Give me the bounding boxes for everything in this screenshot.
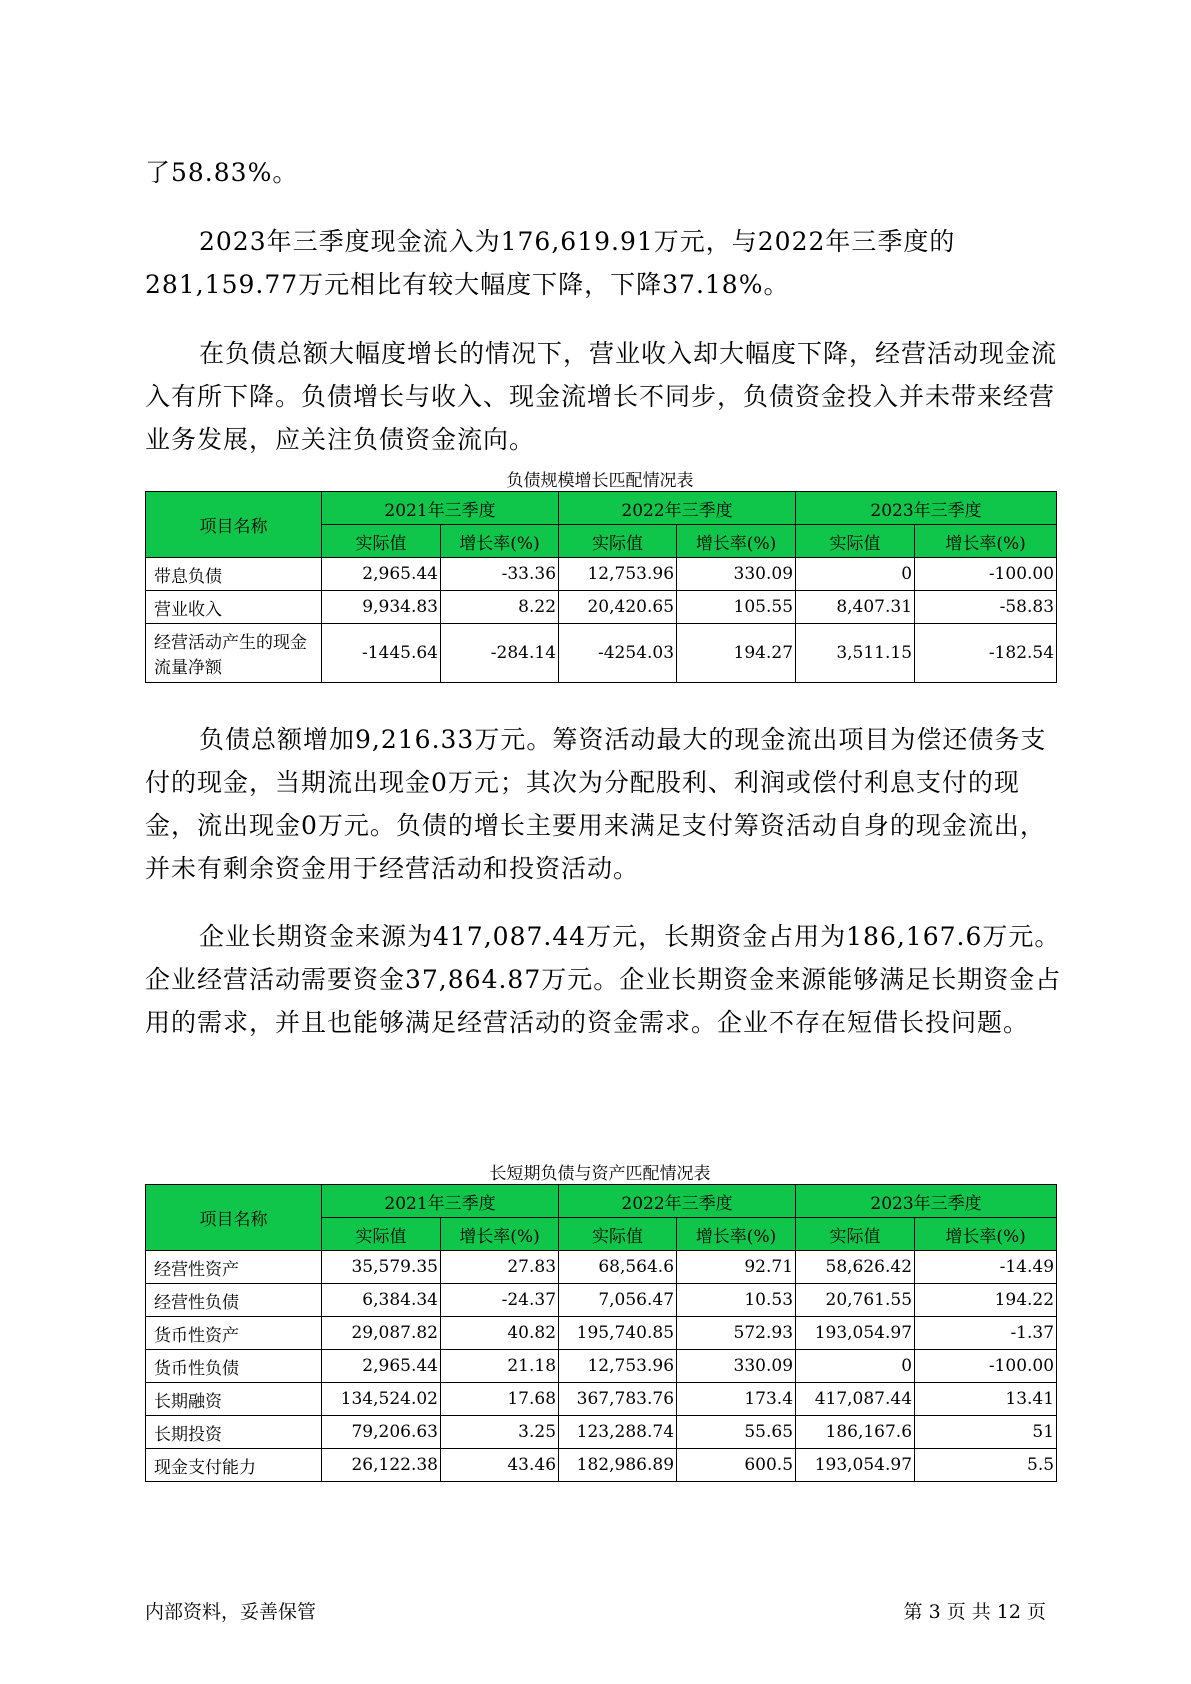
cell-growth-rate: 600.5 <box>677 1449 796 1482</box>
header-period-2022: 2022年三季度 <box>559 1185 796 1218</box>
footer-confidential: 内部资料，妥善保管 <box>145 1601 317 1623</box>
header-period-2023: 2023年三季度 <box>796 492 1057 525</box>
table1-body <box>146 558 1057 683</box>
table-row <box>146 591 1057 624</box>
cell-growth-rate: 330.09 <box>677 558 796 591</box>
cell-growth-rate: -1.37 <box>915 1317 1057 1350</box>
cell-actual-value: 3,511.15 <box>796 624 915 683</box>
cell-growth-rate: -182.54 <box>915 624 1057 683</box>
header-period-2021: 2021年三季度 <box>322 1185 559 1218</box>
header-growth: 增长率(%) <box>677 1218 796 1251</box>
cell-growth-rate: 27.83 <box>441 1251 559 1284</box>
header-growth: 增长率(%) <box>677 525 796 558</box>
cell-growth-rate: 55.65 <box>677 1416 796 1449</box>
header-growth: 增长率(%) <box>915 525 1057 558</box>
cell-actual-value: 29,087.82 <box>322 1317 441 1350</box>
paragraph-3: 在负债总额大幅度增长的情况下，营业收入却大幅度下降，经营活动现金流入有所下降。负债增长与收入、现金流增长不同步，负债资金投入并未带来经营业务发展，应关注负债资金流向。 <box>145 339 1058 454</box>
cell-growth-rate: 92.71 <box>677 1251 796 1284</box>
table-row <box>146 1350 1057 1383</box>
table-row <box>146 1284 1057 1317</box>
table-row <box>146 558 1057 591</box>
cell-actual-value: 193,054.97 <box>796 1449 915 1482</box>
header-actual: 实际值 <box>559 525 677 558</box>
cell-actual-value: 0 <box>796 1350 915 1383</box>
footer-page-number: 第 3 页 共 12 页 <box>903 1601 1046 1623</box>
cell-actual-value: 6,384.34 <box>322 1284 441 1317</box>
cell-growth-rate: 194.27 <box>677 624 796 683</box>
header-item-name: 项目名称 <box>146 492 322 558</box>
header-period-2022: 2022年三季度 <box>559 492 796 525</box>
cell-growth-rate: 51 <box>915 1416 1057 1449</box>
header-actual: 实际值 <box>322 1218 441 1251</box>
row-label: 营业收入 <box>146 591 322 624</box>
header-actual: 实际值 <box>796 1218 915 1251</box>
header-growth: 增长率(%) <box>441 1218 559 1251</box>
header-period-2021: 2021年三季度 <box>322 492 559 525</box>
cell-actual-value: 79,206.63 <box>322 1416 441 1449</box>
cell-actual-value: -4254.03 <box>559 624 677 683</box>
cell-growth-rate: 330.09 <box>677 1350 796 1383</box>
cell-growth-rate: -58.83 <box>915 591 1057 624</box>
liability-asset-match-table <box>145 1184 1057 1482</box>
cell-growth-rate: 17.68 <box>441 1383 559 1416</box>
cell-actual-value: 35,579.35 <box>322 1251 441 1284</box>
cell-growth-rate: 43.46 <box>441 1449 559 1482</box>
paragraph-5: 企业长期资金来源为417,087.44万元，长期资金占用为186,167.6万元。企业经营活动需要资金37,864.87万元。企业长期资金来源能够满足长期资金占用的需求，并且也能够满足经营活动的资金需求。企业不存在短借长投问题。 <box>145 922 1062 1037</box>
cell-actual-value: 2,965.44 <box>322 1350 441 1383</box>
cell-actual-value: 7,056.47 <box>559 1284 677 1317</box>
debt-growth-table <box>145 491 1057 683</box>
cell-growth-rate: 105.55 <box>677 591 796 624</box>
row-label: 经营性资产 <box>146 1251 322 1284</box>
cell-actual-value: 8,407.31 <box>796 591 915 624</box>
cell-actual-value: 68,564.6 <box>559 1251 677 1284</box>
paragraph-2: 2023年三季度现金流入为176,619.91万元，与2022年三季度的281,159.77万元相比有较大幅度下降，下降37.18%。 <box>145 227 956 299</box>
cell-growth-rate: -33.36 <box>441 558 559 591</box>
cell-growth-rate: -284.14 <box>441 624 559 683</box>
row-label: 货币性负债 <box>146 1350 322 1383</box>
cell-growth-rate: 5.5 <box>915 1449 1057 1482</box>
cell-growth-rate: 13.41 <box>915 1383 1057 1416</box>
cell-growth-rate: -14.49 <box>915 1251 1057 1284</box>
cell-actual-value: 0 <box>796 558 915 591</box>
cell-growth-rate: 3.25 <box>441 1416 559 1449</box>
paragraph-4: 负债总额增加9,216.33万元。筹资活动最大的现金流出项目为偿还债务支付的现金，当期流出现金0万元；其次为分配股利、利润或偿付利息支付的现金，流出现金0万元。负债的增长主要用来满足支付筹资活动自身的现金流出，并未有剩余资金用于经营活动和投资活动。 <box>145 725 1047 883</box>
table-row <box>146 1383 1057 1416</box>
cell-growth-rate: 21.18 <box>441 1350 559 1383</box>
header-actual: 实际值 <box>322 525 441 558</box>
cell-actual-value: 186,167.6 <box>796 1416 915 1449</box>
row-label: 货币性资产 <box>146 1317 322 1350</box>
cell-actual-value: 12,753.96 <box>559 558 677 591</box>
table-row <box>146 1251 1057 1284</box>
cell-actual-value: 20,761.55 <box>796 1284 915 1317</box>
header-item-name: 项目名称 <box>146 1185 322 1251</box>
cell-actual-value: 195,740.85 <box>559 1317 677 1350</box>
row-label: 带息负债 <box>146 558 322 591</box>
cell-actual-value: 193,054.97 <box>796 1317 915 1350</box>
cell-actual-value: -1445.64 <box>322 624 441 683</box>
header-actual: 实际值 <box>559 1218 677 1251</box>
cell-growth-rate: 8.22 <box>441 591 559 624</box>
header-growth: 增长率(%) <box>915 1218 1057 1251</box>
table1-title: 负债规模增长匹配情况表 <box>506 471 694 491</box>
cell-growth-rate: 194.22 <box>915 1284 1057 1317</box>
cell-growth-rate: 173.4 <box>677 1383 796 1416</box>
cell-actual-value: 9,934.83 <box>322 591 441 624</box>
cell-actual-value: 367,783.76 <box>559 1383 677 1416</box>
table2-body <box>146 1251 1057 1482</box>
table-row <box>146 1449 1057 1482</box>
row-label: 经营性负债 <box>146 1284 322 1317</box>
cell-actual-value: 2,965.44 <box>322 558 441 591</box>
table-row <box>146 624 1057 683</box>
row-label: 长期投资 <box>146 1416 322 1449</box>
cell-actual-value: 20,420.65 <box>559 591 677 624</box>
header-growth: 增长率(%) <box>441 525 559 558</box>
cell-actual-value: 26,122.38 <box>322 1449 441 1482</box>
cell-actual-value: 58,626.42 <box>796 1251 915 1284</box>
cell-growth-rate: 572.93 <box>677 1317 796 1350</box>
cell-actual-value: 134,524.02 <box>322 1383 441 1416</box>
cell-growth-rate: -100.00 <box>915 558 1057 591</box>
row-label: 经营活动产生的现金流量净额 <box>146 624 322 683</box>
cell-actual-value: 123,288.74 <box>559 1416 677 1449</box>
header-period-2023: 2023年三季度 <box>796 1185 1057 1218</box>
table-row <box>146 1317 1057 1350</box>
cell-growth-rate: -24.37 <box>441 1284 559 1317</box>
table2-title: 长短期负债与资产匹配情况表 <box>489 1164 711 1184</box>
paragraph-1: 了58.83%。 <box>145 158 299 187</box>
row-label: 现金支付能力 <box>146 1449 322 1482</box>
cell-actual-value: 182,986.89 <box>559 1449 677 1482</box>
cell-actual-value: 417,087.44 <box>796 1383 915 1416</box>
cell-growth-rate: 40.82 <box>441 1317 559 1350</box>
cell-growth-rate: 10.53 <box>677 1284 796 1317</box>
row-label: 长期融资 <box>146 1383 322 1416</box>
table-row <box>146 1416 1057 1449</box>
cell-growth-rate: -100.00 <box>915 1350 1057 1383</box>
cell-actual-value: 12,753.96 <box>559 1350 677 1383</box>
header-actual: 实际值 <box>796 525 915 558</box>
